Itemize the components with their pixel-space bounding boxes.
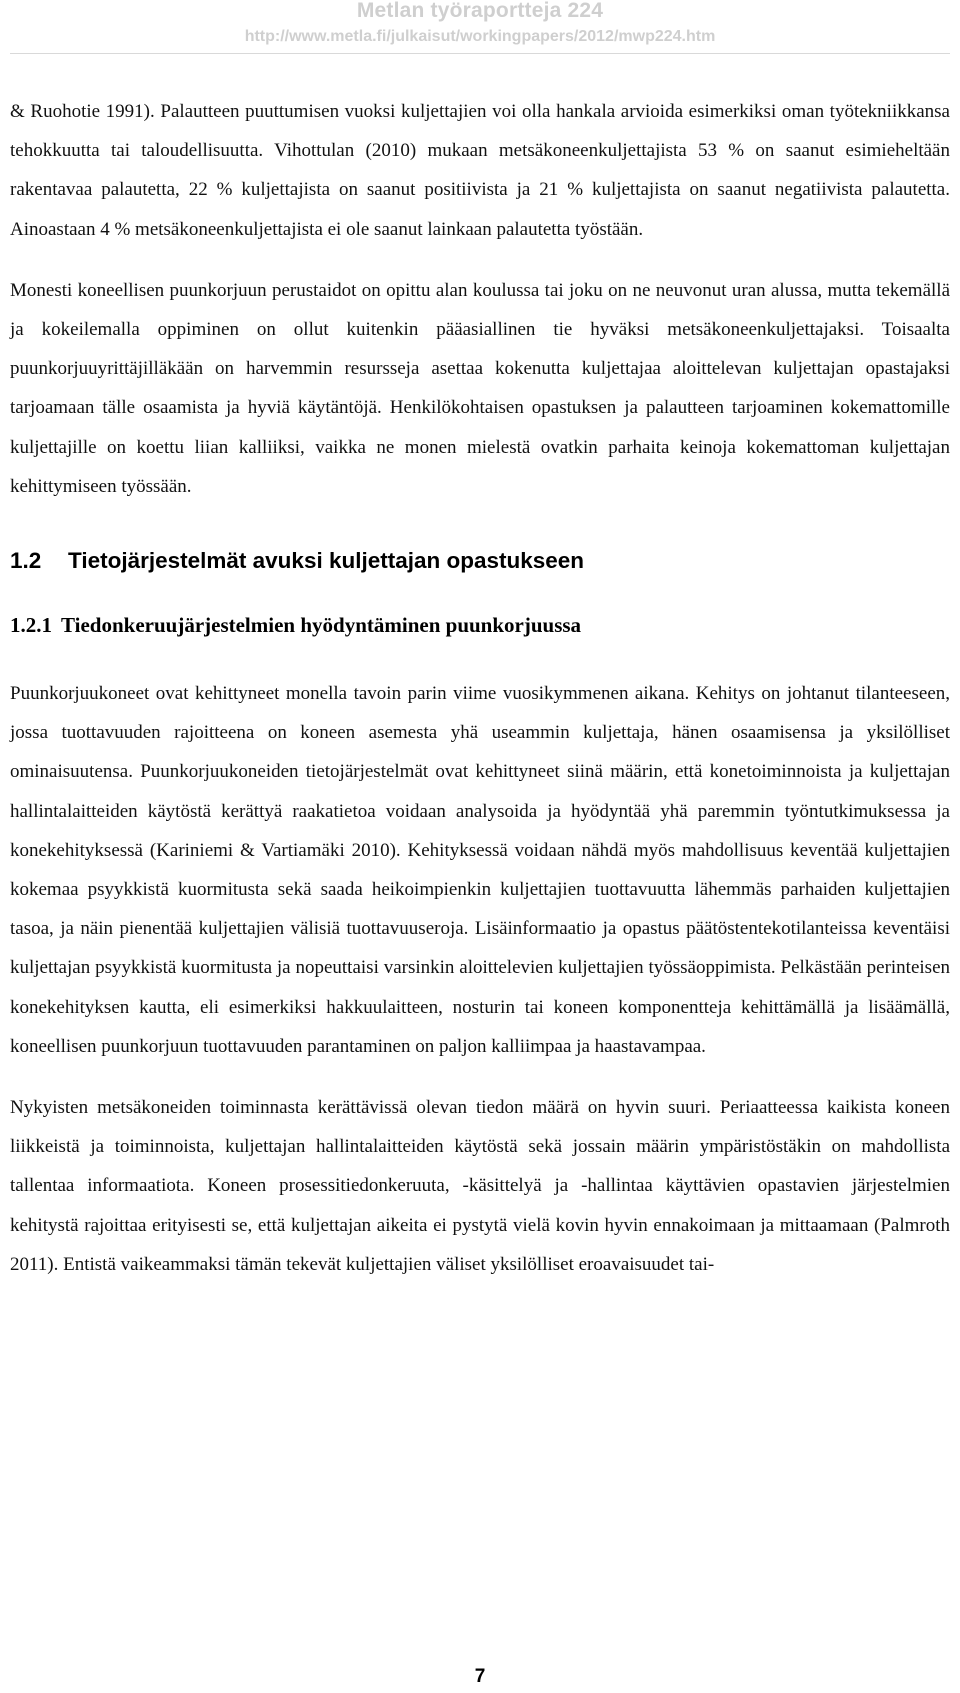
series-title: Metlan työraportteja 224 [356,0,604,22]
page-body [10,92,950,1306]
header-divider [10,53,950,54]
page-number: 7 [474,1666,486,1687]
page-header [0,0,960,58]
section-number: 1.2 [10,548,42,574]
paragraph-learning: Monesti koneellisen puunkorjuun perustaidot on opittu alan koulussa tai joku on ne neuvonut uran alussa, mutta tekemällä ja kokeilemalla oppiminen on ollut kuitenkin pääasiallinen tie hyväksi metsäkoneenkuljettajaksi. Toisaalta puunkorjuuyrittäjilläkään on harvemmin resursseja asettaa kokenutta kuljettajaa aloittelevan kuljettajan opastajaksi tarjoamaan tälle osaamista ja hyviä käytäntöjä. Henkilökohtaisen opastuksen ja palautteen tarjoaminen kokemattomille kuljettajille on koettu liian kalliiksi, vaikka ne monen mielestä ovatkin parhaita keinoja kokemattoman kuljettajan kehittymiseen työssään. [10,279,950,497]
subsection-heading [10,610,950,640]
section-heading [10,546,950,576]
paragraph-data: Nykyisten metsäkoneiden toiminnasta kerättävissä olevan tiedon määrä on hyvin suuri. Periaatteessa kaikista koneen liikkeistä ja toiminnoista, kuljettajan hallintalaitteiden käytöstä sekä jossain määrin ympäristöstäkin on mahdollista tallentaa informaatiota. Koneen prosessitiedonkeruuta, -käsittelyä ja -hallintaa käyttävien opastavien järjestelmien kehitystä rajoittaa erityisesti se, että kuljettajan aikeita ei pystytä vielä kovin hyvin ennakoimaan ja mittaamaan (Palmroth 2011). Entistä vaikeammaksi tämän tekevät kuljettajien väliset yksilölliset eroavaisuudet tai- [10,1097,950,1275]
paragraph-machines: Puunkorjuukoneet ovat kehittyneet monella tavoin parin viime vuosikymmenen aikana. Kehitys on johtanut tilanteeseen, jossa tuottavuuden rajoitteena on koneen asemesta yhä useammin kuljettaja, hänen osaamisensa ja yksilölliset ominaisuutensa. Puunkorjuukoneiden tietojärjestelmät ovat kehittyneet siinä määrin, että konetoiminnoista ja kuljettajan hallintalaitteiden käytöstä kerättyä raakatietoa voidaan analysoida ja hyödyntää yhä paremmin työntutkimuksessa ja konekehityksessä (Kariniemi & Vartiamäki 2010). Kehityksessä voidaan nähdä myös mahdollisuus keventää kuljettajien kokemaa psyykkistä kuormitusta sekä saada heikoimpienkin kuljettajien tuottavuutta lähemmäs parhaiden kuljettajien tasoa, ja näin pienentää kuljettajien välisiä tuottavuuseroja. Lisäinformaatio ja opastus päätöstentekotilanteissa keventäisi kuljettajan psyykkistä kuormitusta ja nopeuttaisi varsinkin aloittelevien kuljettajien työssäoppimista. Pelkästään perinteisen konekehityksen kautta, eli esimerkiksi hakkuulaitteen, nosturin tai koneen komponentteja kehittämällä ja lisäämällä, koneellisen puunkorjuun tuottavuuden parantaminen on paljon kalliimpaa ja haastavampaa. [10,683,950,1057]
series-url[interactable]: http://www.metla.fi/julkaisut/workingpapers/2012/mwp224.htm [244,28,716,45]
section-title: Tietojärjestelmät avuksi kuljettajan opastukseen [68,548,585,574]
subsection-title: Tiedonkeruujärjestelmien hyödyntäminen puunkorjuussa [61,613,582,638]
paragraph-feedback: & Ruohotie 1991). Palautteen puuttumisen vuoksi kuljettajien voi olla hankala arvioida esimerkiksi oman työtekniikkansa tehokkuutta tai taloudellisuutta. Vihottulan (2010) mukaan metsäkoneenkuljettajista 53 % on saanut esimieheltään rakentavaa palautetta, 22 % kuljettajista on saanut positiivista ja 21 % kuljettajista on saanut negatiivista palautetta. Ainoastaan 4 % metsäkoneenkuljettajista ei ole saanut lainkaan palautetta työstään. [10,101,950,240]
subsection-number: 1.2.1 [10,613,52,638]
